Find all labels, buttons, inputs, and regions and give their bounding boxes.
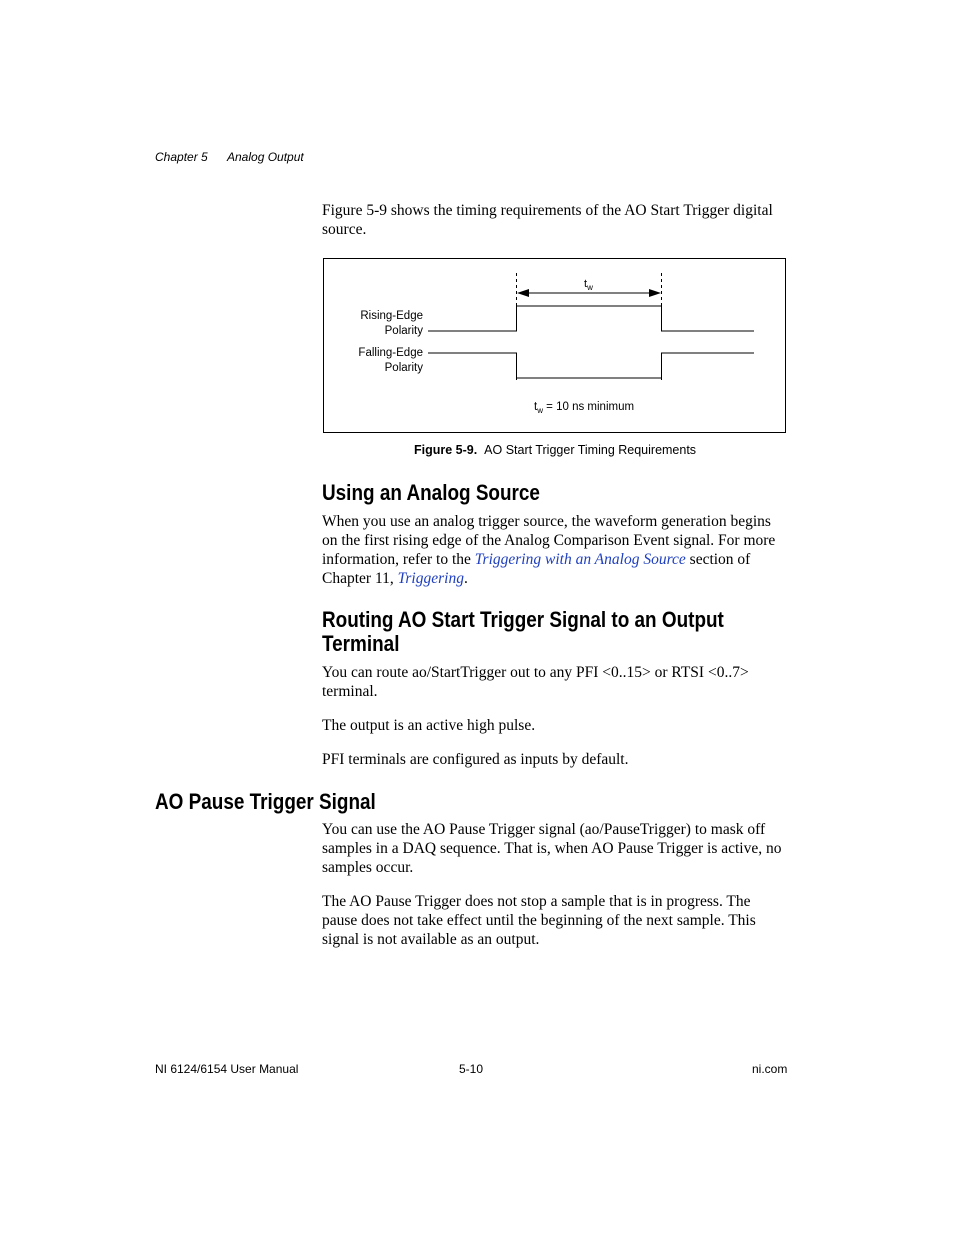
link-triggering[interactable]: Triggering xyxy=(397,570,464,587)
pause-paragraph-2: The AO Pause Trigger does not stop a sample that is in progress. The pause does not take effect until the beginning of the next sample. This signal is not available as an output. xyxy=(322,893,756,948)
heading-routing-title-1: Routing AO Start Trigger Signal to an Output xyxy=(322,607,724,632)
tw-arrow-left-head xyxy=(517,289,529,297)
footer-website-link[interactable]: ni.com xyxy=(752,1062,788,1076)
figure-caption-number: Figure 5-9. xyxy=(414,443,478,457)
header-chapter: Chapter 5 xyxy=(155,150,208,164)
heading-ao-pause-trigger: AO Pause Trigger Signal xyxy=(155,789,376,814)
link-triggering-analog-source[interactable]: Triggering with an Analog Source xyxy=(474,551,686,568)
routing-paragraph-3: PFI terminals are configured as inputs by default. xyxy=(322,751,629,768)
routing-paragraph-1: You can route ao/StartTrigger out to any PFI <0..15> or RTSI <0..7> terminal. xyxy=(322,664,749,700)
tw-arrow-right-head xyxy=(649,289,661,297)
analog-paragraph: When you use an analog trigger source, the waveform generation begins on the first rising edge of the Analog Comparison Event signal. For more information, refer to the Triggering with an Analog Source section of Chapter 11, Triggering. xyxy=(322,513,776,587)
heading-routing-title-2: Terminal xyxy=(322,631,400,656)
figure-caption-text: AO Start Trigger Timing Requirements xyxy=(484,443,697,457)
heading-analog-source: Using an Analog Source xyxy=(322,480,540,505)
footer-page-number: 5-10 xyxy=(459,1062,484,1076)
intro-paragraph: Figure 5-9 shows the timing requirements of the AO Start Trigger digital source. xyxy=(322,202,773,238)
routing-paragraph-2: The output is an active high pulse. xyxy=(322,717,536,734)
tw-label: $t_w$ xyxy=(584,278,593,292)
rising-edge-waveform xyxy=(428,306,754,331)
rising-edge-label-1: Rising-Edge xyxy=(360,310,423,322)
tw-minimum-note: $t_w = 10$ ns minimum xyxy=(534,401,635,415)
falling-edge-label-1: Falling-Edge xyxy=(358,347,423,359)
pause-paragraph-1: You can use the AO Pause Trigger signal (ao/PauseTrigger) to mask off samples in a DAQ sequence. That is, when AO Pause Trigger is active, no samples occur. xyxy=(322,821,782,876)
timing-diagram xyxy=(323,258,786,433)
header-section: Analog Output xyxy=(227,150,304,164)
rising-edge-label-2: Polarity xyxy=(384,325,423,337)
falling-edge-waveform xyxy=(428,353,754,378)
falling-edge-label-2: Polarity xyxy=(384,362,423,374)
figure-caption xyxy=(414,443,696,457)
footer-manual-title: NI 6124/6154 User Manual xyxy=(155,1062,299,1076)
